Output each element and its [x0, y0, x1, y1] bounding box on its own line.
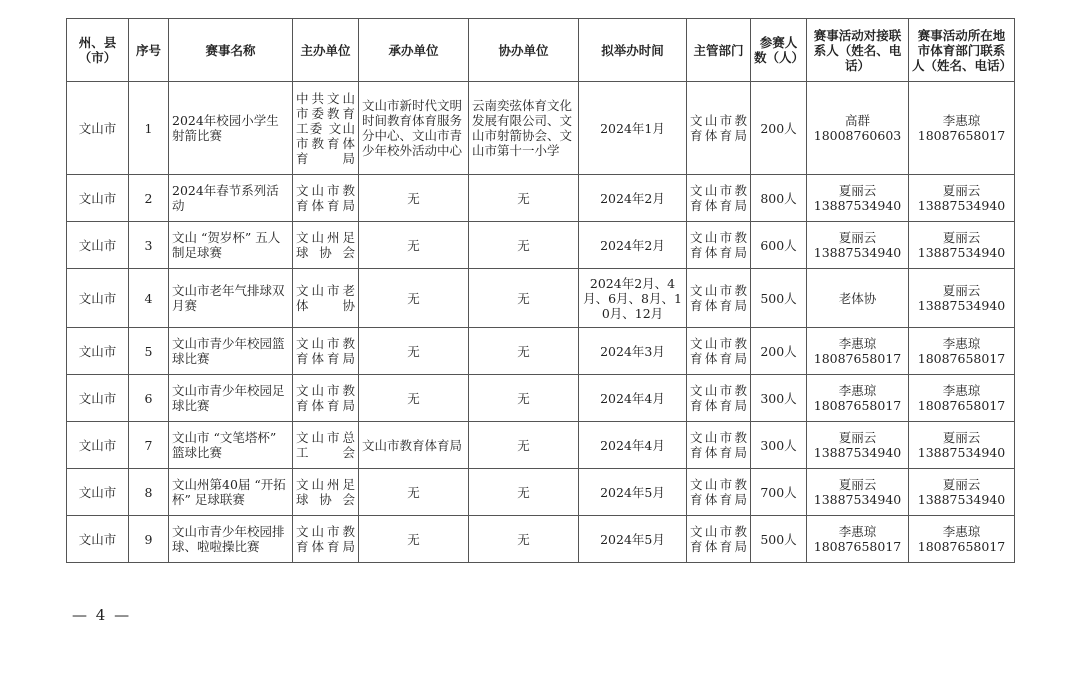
- cell-name: 文山州第40届 “开拓杯” 足球联赛: [169, 469, 293, 516]
- cell-count: 700人: [751, 469, 807, 516]
- cell-count: 800人: [751, 175, 807, 222]
- contact2-name: 夏丽云: [942, 230, 981, 245]
- cell-organizer: 无: [359, 269, 469, 328]
- contact2-phone: 13887534940: [917, 492, 1006, 507]
- cell-contact1: [807, 82, 909, 175]
- contact2-name: 李惠琼: [942, 524, 981, 539]
- cell-host: 文山市教育体育局: [293, 375, 359, 422]
- cell-no: 4: [129, 269, 169, 328]
- cell-time: 2024年4月: [579, 375, 687, 422]
- cell-no: 1: [129, 82, 169, 175]
- contact1-name: 夏丽云: [838, 477, 877, 492]
- table-row: [67, 222, 1015, 269]
- cell-dept: 文山市教育体育局: [687, 516, 751, 563]
- header-count: 参赛人数（人）: [751, 19, 807, 82]
- cell-name: 文山 “贺岁杯” 五人制足球赛: [169, 222, 293, 269]
- cell-name: 文山市老年气排球双月赛: [169, 269, 293, 328]
- header-contact2: 赛事活动所在地市体育部门联系人（姓名、电话）: [909, 19, 1015, 82]
- cell-contact2: [909, 375, 1015, 422]
- table-row: [67, 422, 1015, 469]
- cell-contact1: [807, 269, 909, 328]
- cell-region: 文山市: [67, 175, 129, 222]
- contact1-name: 夏丽云: [838, 230, 877, 245]
- cell-no: 6: [129, 375, 169, 422]
- cell-organizer: 无: [359, 222, 469, 269]
- header-host: 主办单位: [293, 19, 359, 82]
- cell-no: 9: [129, 516, 169, 563]
- cell-organizer: 文山市教育体育局: [359, 422, 469, 469]
- cell-host: 中共文山市委教育工委 文山市教育体育局: [293, 82, 359, 175]
- cell-co: 无: [469, 328, 579, 375]
- contact1-phone: 13887534940: [813, 198, 902, 213]
- cell-dept: 文山市教育体育局: [687, 222, 751, 269]
- cell-region: 文山市: [67, 269, 129, 328]
- contact2-phone: 13887534940: [917, 198, 1006, 213]
- contact1-name: 夏丽云: [838, 183, 877, 198]
- header-time: 拟举办时间: [579, 19, 687, 82]
- cell-name: 2024年春节系列活动: [169, 175, 293, 222]
- cell-contact1: [807, 422, 909, 469]
- contact1-phone: 13887534940: [813, 245, 902, 260]
- cell-contact2: [909, 516, 1015, 563]
- contact1-name: 夏丽云: [838, 430, 877, 445]
- cell-co: 无: [469, 269, 579, 328]
- cell-no: 5: [129, 328, 169, 375]
- cell-host: 文山市教育体育局: [293, 175, 359, 222]
- cell-co: 无: [469, 516, 579, 563]
- contact2-name: 李惠琼: [942, 383, 981, 398]
- contact2-name: 夏丽云: [942, 430, 981, 445]
- header-region: 州、县（市）: [67, 19, 129, 82]
- cell-contact2: [909, 222, 1015, 269]
- cell-region: 文山市: [67, 422, 129, 469]
- cell-contact1: [807, 375, 909, 422]
- table-row: [67, 82, 1015, 175]
- cell-region: 文山市: [67, 328, 129, 375]
- contact2-name: 李惠琼: [942, 113, 981, 128]
- contact1-phone: 18087658017: [813, 398, 902, 413]
- cell-region: 文山市: [67, 375, 129, 422]
- cell-organizer: 无: [359, 516, 469, 563]
- cell-dept: 文山市教育体育局: [687, 175, 751, 222]
- contact1-phone: 18087658017: [813, 351, 902, 366]
- table-row: [67, 516, 1015, 563]
- cell-dept: 文山市教育体育局: [687, 82, 751, 175]
- cell-contact1: [807, 516, 909, 563]
- cell-contact2: [909, 269, 1015, 328]
- header-row: [67, 19, 1015, 82]
- cell-count: 300人: [751, 422, 807, 469]
- contact2-name: 夏丽云: [942, 183, 981, 198]
- contact1-phone: 18008760603: [813, 128, 902, 143]
- contact1-name: 李惠琼: [838, 336, 877, 351]
- cell-co: 无: [469, 175, 579, 222]
- table-row: [67, 175, 1015, 222]
- cell-dept: 文山市教育体育局: [687, 375, 751, 422]
- cell-no: 3: [129, 222, 169, 269]
- cell-time: 2024年2月: [579, 222, 687, 269]
- cell-time: 2024年2月、4月、6月、8月、10月、12月: [579, 269, 687, 328]
- contact1-name: 老体协: [838, 290, 877, 306]
- cell-contact2: [909, 469, 1015, 516]
- contact2-phone: 18087658017: [917, 351, 1006, 366]
- cell-time: 2024年4月: [579, 422, 687, 469]
- cell-host: 文山市老体协: [293, 269, 359, 328]
- cell-host: 文山市教育体育局: [293, 328, 359, 375]
- cell-time: 2024年5月: [579, 516, 687, 563]
- cell-dept: 文山市教育体育局: [687, 469, 751, 516]
- cell-organizer: 无: [359, 328, 469, 375]
- table-row: [67, 269, 1015, 328]
- cell-host: 文山市教育体育局: [293, 516, 359, 563]
- cell-contact1: [807, 175, 909, 222]
- cell-co: 无: [469, 469, 579, 516]
- contact2-name: 夏丽云: [942, 283, 981, 298]
- cell-host: 文山州足球协会: [293, 469, 359, 516]
- cell-contact2: [909, 175, 1015, 222]
- contact1-phone: 13887534940: [813, 445, 902, 460]
- cell-contact1: [807, 328, 909, 375]
- cell-region: 文山市: [67, 516, 129, 563]
- cell-no: 8: [129, 469, 169, 516]
- table-row: [67, 328, 1015, 375]
- cell-count: 200人: [751, 82, 807, 175]
- contact2-name: 李惠琼: [942, 336, 981, 351]
- header-co: 协办单位: [469, 19, 579, 82]
- cell-count: 500人: [751, 516, 807, 563]
- cell-no: 2: [129, 175, 169, 222]
- header-organizer: 承办单位: [359, 19, 469, 82]
- contact1-phone: 13887534940: [813, 492, 902, 507]
- cell-co: 无: [469, 375, 579, 422]
- cell-region: 文山市: [67, 469, 129, 516]
- cell-contact1: [807, 469, 909, 516]
- cell-count: 500人: [751, 269, 807, 328]
- cell-contact2: [909, 422, 1015, 469]
- cell-time: 2024年3月: [579, 328, 687, 375]
- cell-name: 文山市青少年校园篮球比赛: [169, 328, 293, 375]
- cell-no: 7: [129, 422, 169, 469]
- contact2-phone: 18087658017: [917, 398, 1006, 413]
- cell-time: 2024年5月: [579, 469, 687, 516]
- cell-organizer: 无: [359, 469, 469, 516]
- contact2-phone: 18087658017: [917, 539, 1006, 554]
- cell-co: 无: [469, 422, 579, 469]
- table-row: [67, 375, 1015, 422]
- cell-host: 文山市总工会: [293, 422, 359, 469]
- events-table: [66, 18, 1015, 563]
- header-contact1: 赛事活动对接联系人（姓名、电话）: [807, 19, 909, 82]
- cell-co: 无: [469, 222, 579, 269]
- cell-contact2: [909, 328, 1015, 375]
- table-row: [67, 469, 1015, 516]
- cell-region: 文山市: [67, 82, 129, 175]
- cell-count: 200人: [751, 328, 807, 375]
- cell-name: 文山市青少年校园排球、啦啦操比赛: [169, 516, 293, 563]
- contact1-name: 高群: [844, 113, 870, 128]
- header-name: 赛事名称: [169, 19, 293, 82]
- contact2-phone: 13887534940: [917, 445, 1006, 460]
- cell-name: 2024年校园小学生射箭比赛: [169, 82, 293, 175]
- cell-time: 2024年1月: [579, 82, 687, 175]
- contact2-phone: 13887534940: [917, 245, 1006, 260]
- contact2-phone: 18087658017: [917, 128, 1006, 143]
- cell-time: 2024年2月: [579, 175, 687, 222]
- contact1-name: 李惠琼: [838, 383, 877, 398]
- cell-organizer: 文山市新时代文明时间教育体育服务分中心、文山市青少年校外活动中心: [359, 82, 469, 175]
- contact1-phone: 18087658017: [813, 539, 902, 554]
- cell-contact1: [807, 222, 909, 269]
- cell-dept: 文山市教育体育局: [687, 328, 751, 375]
- contact2-phone: 13887534940: [917, 298, 1006, 313]
- cell-count: 300人: [751, 375, 807, 422]
- cell-name: 文山市青少年校园足球比赛: [169, 375, 293, 422]
- page-number: — 4 —: [72, 606, 132, 624]
- cell-dept: 文山市教育体育局: [687, 422, 751, 469]
- header-dept: 主管部门: [687, 19, 751, 82]
- header-no: 序号: [129, 19, 169, 82]
- cell-dept: 文山市教育体育局: [687, 269, 751, 328]
- cell-co: 云南奕弦体育文化发展有限公司、文山市射箭协会、文山市第十一小学: [469, 82, 579, 175]
- cell-organizer: 无: [359, 375, 469, 422]
- cell-region: 文山市: [67, 222, 129, 269]
- cell-contact2: [909, 82, 1015, 175]
- cell-organizer: 无: [359, 175, 469, 222]
- cell-count: 600人: [751, 222, 807, 269]
- cell-host: 文山州足球协会: [293, 222, 359, 269]
- cell-name: 文山市 “文笔塔杯” 篮球比赛: [169, 422, 293, 469]
- contact1-name: 李惠琼: [838, 524, 877, 539]
- contact2-name: 夏丽云: [942, 477, 981, 492]
